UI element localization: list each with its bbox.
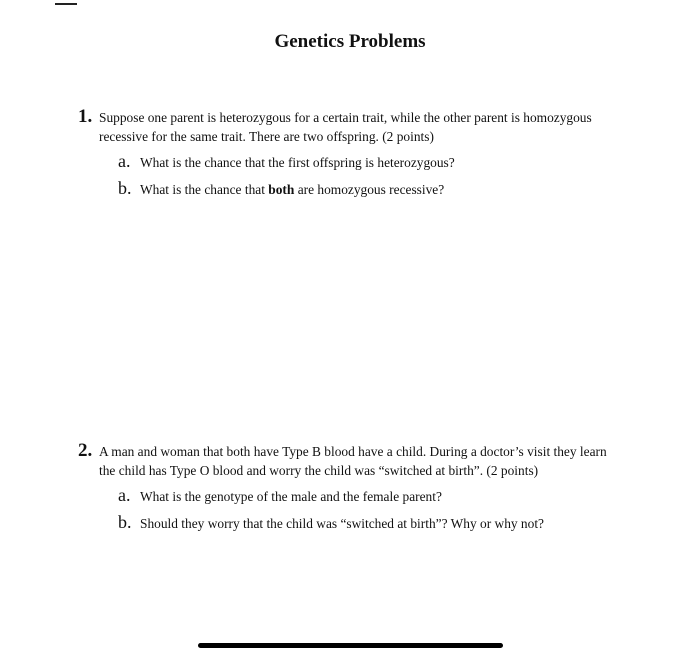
question-1b-label: b.	[118, 178, 132, 198]
question-2b-label: b.	[118, 512, 132, 532]
question-2-text-line2: the child has Type O blood and worry the child was “switched at birth”. (2 points)	[99, 463, 539, 478]
question-2a-label: a.	[118, 485, 131, 505]
question-2-text-line1: A man and woman that both have Type B blood have a child. During a doctor’s visit they learn	[99, 444, 607, 459]
home-indicator-bar[interactable]	[198, 643, 503, 648]
question-2a-text: What is the genotype of the male and the female parent?	[140, 489, 442, 504]
question-2b-text: Should they worry that the child was “switched at birth”? Why or why not?	[140, 516, 544, 531]
question-2b	[118, 512, 648, 533]
question-1b-text	[140, 182, 444, 198]
question-2a	[118, 485, 648, 506]
question-1b-text-bold: both	[268, 182, 295, 197]
question-1	[78, 106, 648, 199]
question-1a	[118, 151, 648, 172]
question-1-number: 1.	[78, 106, 93, 127]
question-1a-label: a.	[118, 151, 131, 171]
question-1a-text: What is the chance that the first offspring is heterozygous?	[140, 155, 455, 170]
question-1b	[118, 178, 648, 199]
question-1-text-line1: Suppose one parent is heterozygous for a certain trait, while the other parent is homozygous	[99, 110, 592, 125]
question-2-line	[78, 440, 648, 462]
question-2-number: 2.	[78, 440, 93, 461]
question-1b-text-after: are homozygous recessive?	[294, 182, 445, 197]
corner-mark	[55, 3, 77, 5]
question-1-line	[78, 106, 648, 128]
question-1-text-line2: recessive for the same trait. There are two offspring. (2 points)	[99, 129, 434, 144]
question-1b-text-before: What is the chance that	[140, 182, 269, 197]
page-title: Genetics Problems	[274, 31, 426, 52]
question-2	[78, 440, 648, 533]
